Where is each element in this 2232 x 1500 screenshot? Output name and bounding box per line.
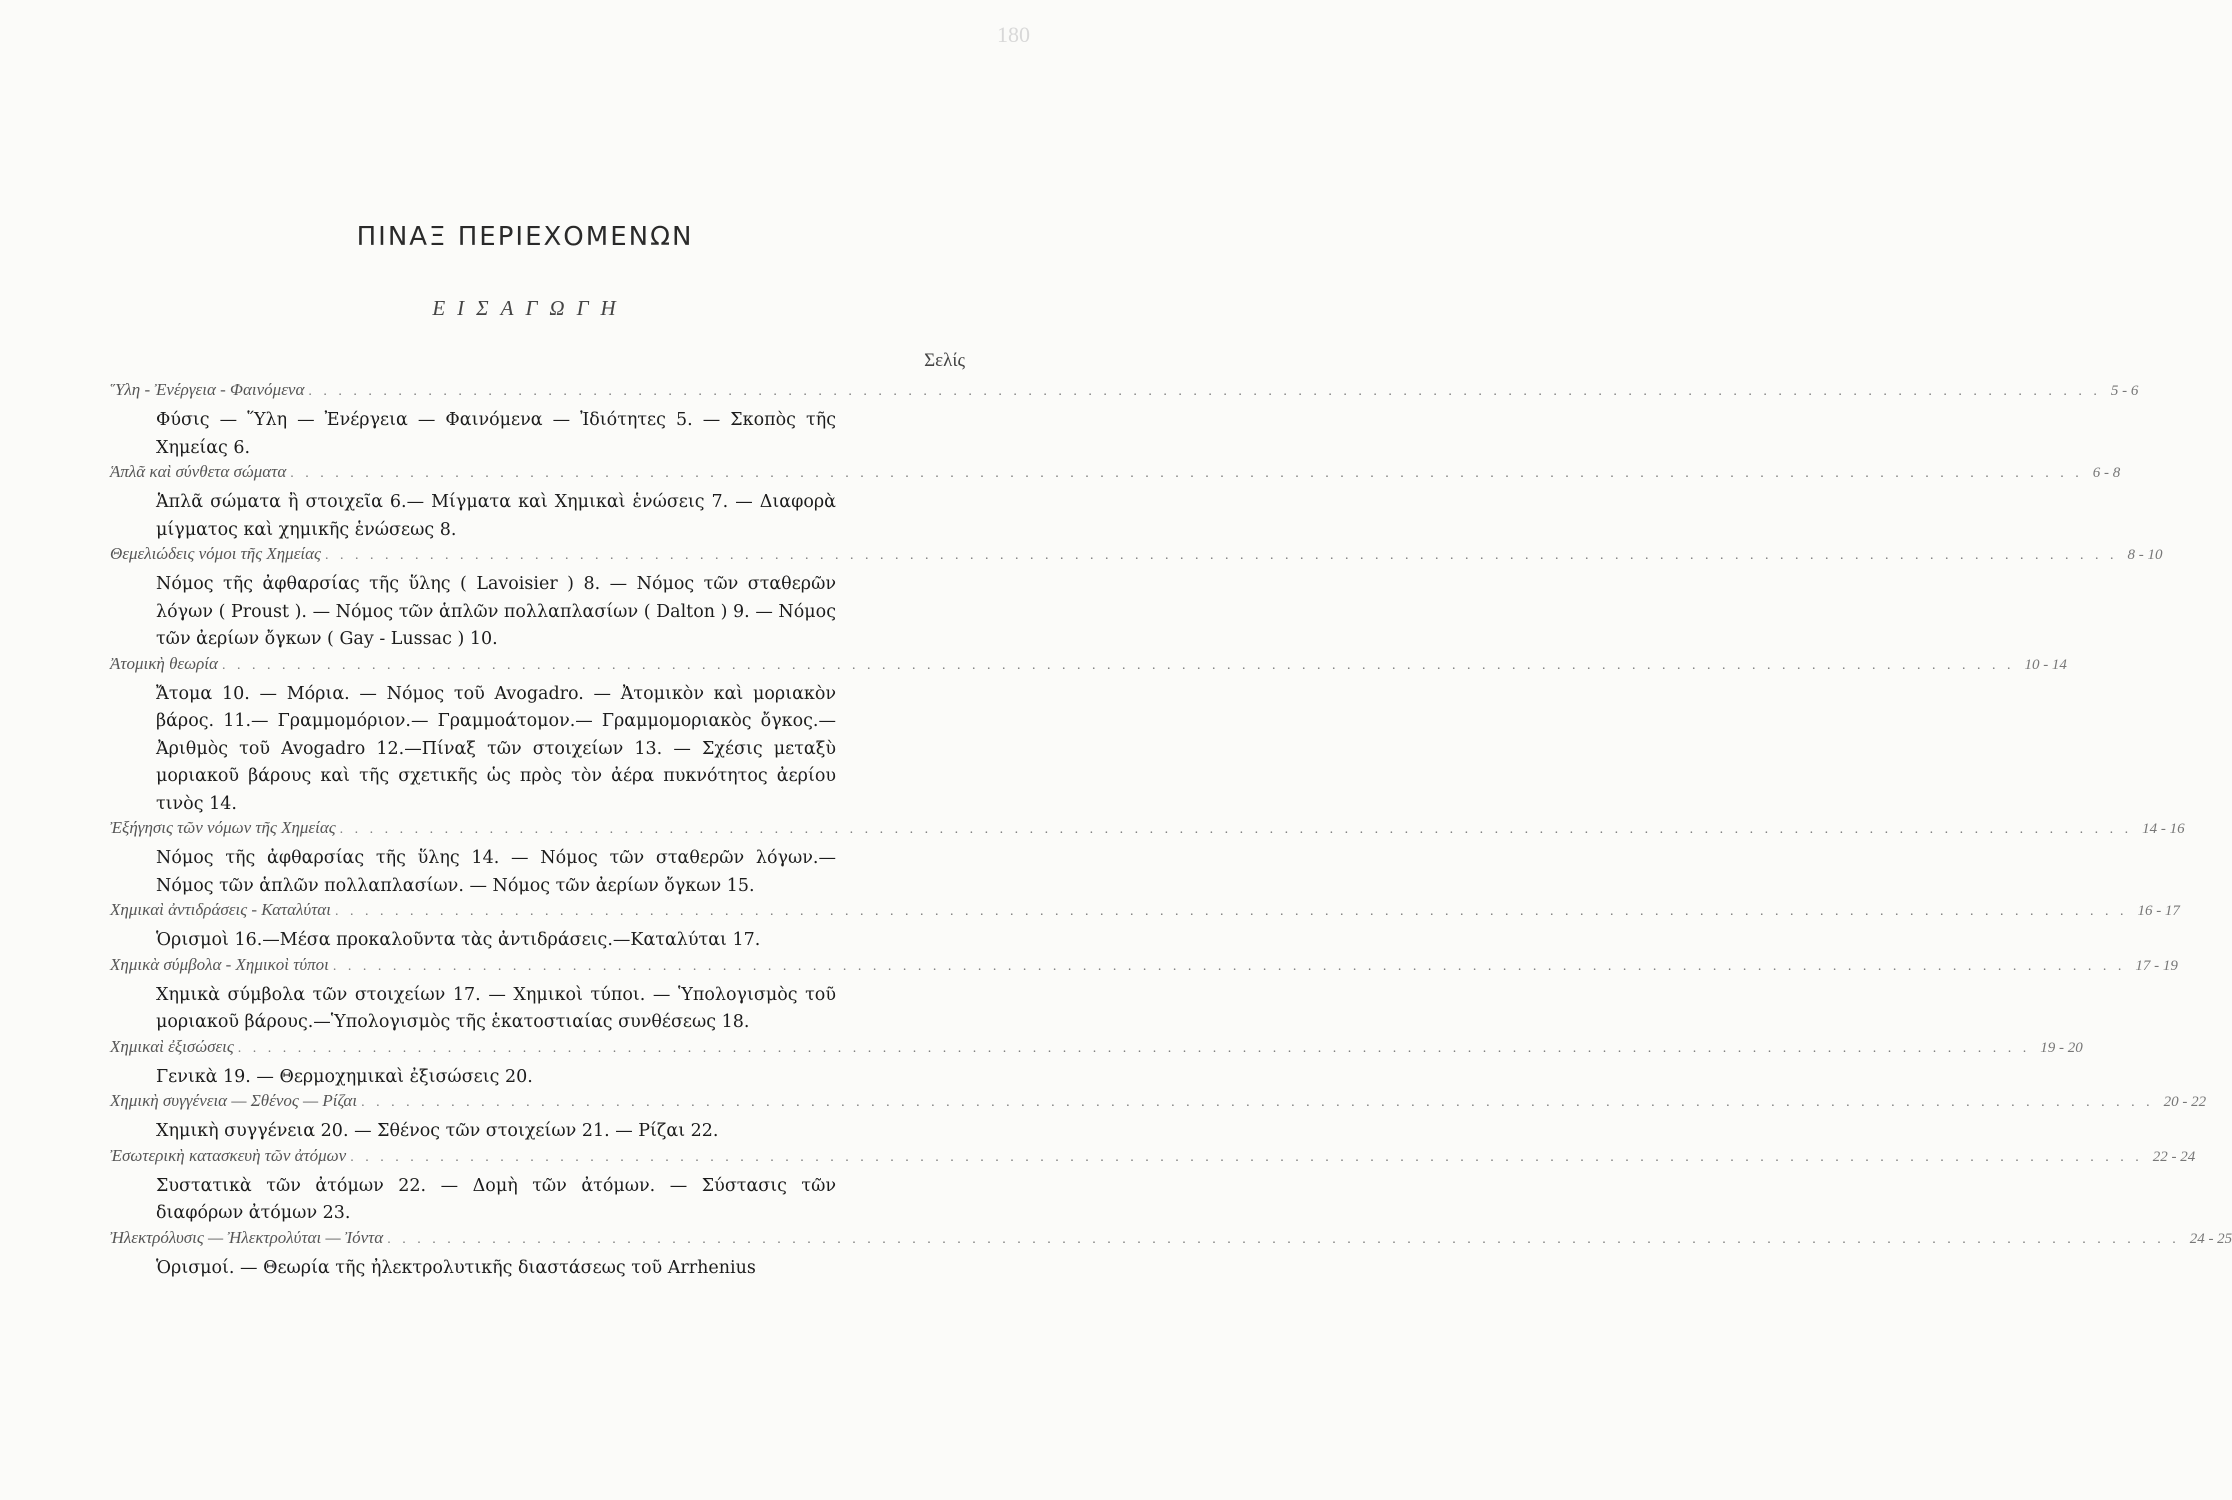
toc-entry xyxy=(110,1036,2083,1092)
toc-heading-line xyxy=(110,462,2121,489)
toc-heading-line xyxy=(110,1145,2196,1173)
toc-description: Γενικὰ 19. — Θερμοχημικαὶ ἐξισώσεις 20. xyxy=(156,1066,533,1087)
toc-page-range: 10 - 14 xyxy=(2024,656,2067,673)
toc-description: Ἁπλᾶ σώματα ἢ στοιχεῖα 6.— Μίγματα καὶ Χημικαὶ ἑνώσεις 7. — Διαφορὰ μίγματος καὶ χημικῆς ἑνώσεως 8. xyxy=(156,492,836,540)
toc-entry xyxy=(110,544,2163,654)
toc-description: Ὁρισμοὶ 16.—Μέσα προκαλοῦντα τὰς ἀντιδράσεις.—Καταλύται 17. xyxy=(156,930,761,950)
toc-page-range: 14 - 16 xyxy=(2142,821,2185,837)
toc-heading: Ἁπλᾶ καὶ σύνθετα σώματα xyxy=(110,462,287,481)
toc-entry xyxy=(110,818,2185,900)
toc-description: Ἄτομα 10. — Μόρια. — Νόμος τοῦ Avogadro. — Ἀτομικὸν καὶ μοριακὸν βάρος. 11.— Γραμμομόριον.— Γραμμοάτομον.— Γραμμομοριακὸς ὄγκος.—Ἀριθμὸς τοῦ Avogadro 12.—Πίναξ τῶν στοιχείων 13. — Σχέσις μεταξὺ μοριακοῦ βάρους καὶ τῆς σχετικῆς ὡς πρὸς τὸν ἀέρα πυκνότητος ἀερίου τινὸς 14. xyxy=(156,683,836,814)
toc-description: Ὁρισμοί. — Θεωρία τῆς ἠλεκτρολυτικῆς διαστάσεως τοῦ Arrhenius xyxy=(156,1257,756,1278)
toc-page-range: 6 - 8 xyxy=(2092,465,2121,481)
dot-leader: . . . . . . . . . . . . . . . . . . . . . . . . . . . . . . . . . . . . . . . . . . . . . . . . . . . . . . . . . . . . . . . . . . . . . . . . . . . . . . . . . . . . . . . . . . . . . . . . . . . . . . . . . . . . . . . . . . . . . . . . xyxy=(332,958,2126,974)
table-of-contents xyxy=(110,380,2232,1282)
toc-heading-line xyxy=(110,544,2163,571)
dot-leader: . . . . . . . . . . . . . . . . . . . . . . . . . . . . . . . . . . . . . . . . . . . . . . . . . . . . . . . . . . . . . . . . . . . . . . . . . . . . . . . . . . . . . . . . . . . . . . . . . . . . . . . . . . . . . . . . . . . . . . . . xyxy=(361,1095,2154,1110)
section-subtitle: ΕΙΣΑΓΩΓΗ xyxy=(432,296,628,320)
dot-leader: . . . . . . . . . . . . . . . . . . . . . . . . . . . . . . . . . . . . . . . . . . . . . . . . . . . . . . . . . . . . . . . . . . . . . . . . . . . . . . . . . . . . . . . . . . . . . . . . . . . . . . . . . . . . . . . . . . . . . . . . xyxy=(350,1149,2143,1165)
toc-page-range: 16 - 17 xyxy=(2137,903,2180,919)
toc-heading: Ἀτομικὴ θεωρία xyxy=(110,653,218,673)
dot-leader: . . . . . . . . . . . . . . . . . . . . . . . . . . . . . . . . . . . . . . . . . . . . . . . . . . . . . . . . . . . . . . . . . . . . . . . . . . . . . . . . . . . . . . . . . . . . . . . . . . . . . . . . . . . . . . . . . . . . . . . . xyxy=(387,1231,2180,1247)
toc-heading-line xyxy=(110,818,2185,845)
dot-leader: . . . . . . . . . . . . . . . . . . . . . . . . . . . . . . . . . . . . . . . . . . . . . . . . . . . . . . . . . . . . . . . . . . . . . . . . . . . . . . . . . . . . . . . . . . . . . . . . . . . . . . . . . . . . . . . . . . . . . . . . xyxy=(324,548,2118,563)
toc-entry xyxy=(110,380,2139,462)
toc-page-range: 22 - 24 xyxy=(2152,1148,2196,1165)
toc-description: Νόμος τῆς ἀφθαρσίας τῆς ὕλης 14. — Νόμος τῶν σταθερῶν λόγων.— Νόμος τῶν ἁπλῶν πολλαπλασίων. — Νόμος τῶν ἀερίων ὄγκων 15. xyxy=(156,848,836,896)
toc-page-range: 19 - 20 xyxy=(2040,1039,2083,1056)
toc-heading: Ὕλη - Ἐνέργεια - Φαινόμενα xyxy=(110,380,305,399)
toc-entry xyxy=(110,653,2067,819)
toc-heading-line xyxy=(110,954,2178,982)
toc-heading-line xyxy=(110,900,2180,927)
toc-heading: Χημικὴ συγγένεια — Σθένος — Ρίζαι xyxy=(110,1091,358,1110)
dot-leader: . . . . . . . . . . . . . . . . . . . . . . . . . . . . . . . . . . . . . . . . . . . . . . . . . . . . . . . . . . . . . . . . . . . . . . . . . . . . . . . . . . . . . . . . . . . . . . . . . . . . . . . . . . . . . . . . . . . . . . . . xyxy=(290,466,2083,481)
toc-heading-line xyxy=(110,1036,2083,1064)
toc-heading-line xyxy=(110,380,2139,407)
toc-page-range: 8 - 10 xyxy=(2127,547,2163,563)
toc-heading: Ἠλεκτρόλυσις — Ἠλεκτρολύται — Ἰόντα xyxy=(110,1227,384,1247)
toc-heading: Ἐσωτερικὴ κατασκευὴ τῶν ἀτόμων xyxy=(110,1145,347,1165)
dot-leader: . . . . . . . . . . . . . . . . . . . . . . . . . . . . . . . . . . . . . . . . . . . . . . . . . . . . . . . . . . . . . . . . . . . . . . . . . . . . . . . . . . . . . . . . . . . . . . . . . . . . . . . . . . . . . . . . . . . . . . . . xyxy=(221,657,2015,673)
toc-page-range: 17 - 19 xyxy=(2135,957,2178,974)
toc-heading: Θεμελιώδεις νόμοι τῆς Χημείας xyxy=(110,544,321,563)
toc-page-range: 5 - 6 xyxy=(2110,383,2139,399)
dot-leader: . . . . . . . . . . . . . . . . . . . . . . . . . . . . . . . . . . . . . . . . . . . . . . . . . . . . . . . . . . . . . . . . . . . . . . . . . . . . . . . . . . . . . . . . . . . . . . . . . . . . . . . . . . . . . . . . . . . . . . . . xyxy=(237,1040,2031,1056)
toc-entry xyxy=(110,1227,2232,1283)
toc-description: Φύσις — Ὕλη — Ἐνέργεια — Φαινόμενα — Ἰδιότητες 5. — Σκοπὸς τῆς Χημείας 6. xyxy=(156,410,836,458)
page-title: ΠΙΝΑΞ ΠΕΡΙΕΧΟΜΕΝΩΝ xyxy=(356,222,694,252)
page-number: 180 xyxy=(997,22,1030,47)
toc-page-range: 24 - 25 xyxy=(2189,1230,2232,1247)
toc-entry xyxy=(110,462,2121,544)
dot-leader: . . . . . . . . . . . . . . . . . . . . . . . . . . . . . . . . . . . . . . . . . . . . . . . . . . . . . . . . . . . . . . . . . . . . . . . . . . . . . . . . . . . . . . . . . . . . . . . . . . . . . . . . . . . . . . . . . . . . . . . . xyxy=(308,384,2101,399)
toc-heading: Χημικαὶ ἀντιδράσεις - Καταλύται xyxy=(110,900,331,919)
toc-heading-line xyxy=(110,653,2067,681)
toc-heading: Χημικαὶ ἐξισώσεις xyxy=(110,1036,234,1056)
toc-entry xyxy=(110,954,2178,1037)
toc-entry xyxy=(110,1145,2196,1228)
toc-description: Χημικὴ συγγένεια 20. — Σθένος τῶν στοιχείων 21. — Ρίζαι 22. xyxy=(156,1121,719,1141)
toc-description: Νόμος τῆς ἀφθαρσίας τῆς ὕλης ( Lavoisier ) 8. — Νόμος τῶν σταθερῶν λόγων ( Proust ). — Νόμος τῶν ἁπλῶν πολλαπλασίων ( Dalton ) 9. — Νόμος τῶν ἀερίων ὄγκων ( Gay - Lussac ) 10. xyxy=(156,574,836,649)
dot-leader: . . . . . . . . . . . . . . . . . . . . . . . . . . . . . . . . . . . . . . . . . . . . . . . . . . . . . . . . . . . . . . . . . . . . . . . . . . . . . . . . . . . . . . . . . . . . . . . . . . . . . . . . . . . . . . . . . . . . . . . . xyxy=(339,822,2133,837)
toc-page-range: 20 - 22 xyxy=(2163,1094,2207,1110)
dot-leader: . . . . . . . . . . . . . . . . . . . . . . . . . . . . . . . . . . . . . . . . . . . . . . . . . . . . . . . . . . . . . . . . . . . . . . . . . . . . . . . . . . . . . . . . . . . . . . . . . . . . . . . . . . . . . . . . . . . . . . . . xyxy=(334,904,2128,919)
toc-description: Χημικὰ σύμβολα τῶν στοιχείων 17. — Χημικοὶ τύποι. — Ὑπολογισμὸς τοῦ μοριακοῦ βάρους.—Ὑπολογισμὸς τῆς ἑκατοστιαίας συνθέσεως 18. xyxy=(156,984,836,1032)
toc-heading-line xyxy=(110,1227,2232,1255)
toc-heading: Ἐξήγησις τῶν νόμων τῆς Χημείας xyxy=(110,818,336,837)
toc-entry xyxy=(110,900,2180,955)
toc-heading-line xyxy=(110,1091,2207,1118)
page-column-label: Σελίς xyxy=(924,350,965,371)
toc-heading: Χημικὰ σύμβολα - Χημικοὶ τύποι xyxy=(110,954,329,974)
toc-entry xyxy=(110,1091,2207,1146)
toc-description: Συστατικὰ τῶν ἀτόμων 22. — Δομὴ τῶν ἀτόμων. — Σύστασις τῶν διαφόρων ἀτόμων 23. xyxy=(156,1175,836,1223)
